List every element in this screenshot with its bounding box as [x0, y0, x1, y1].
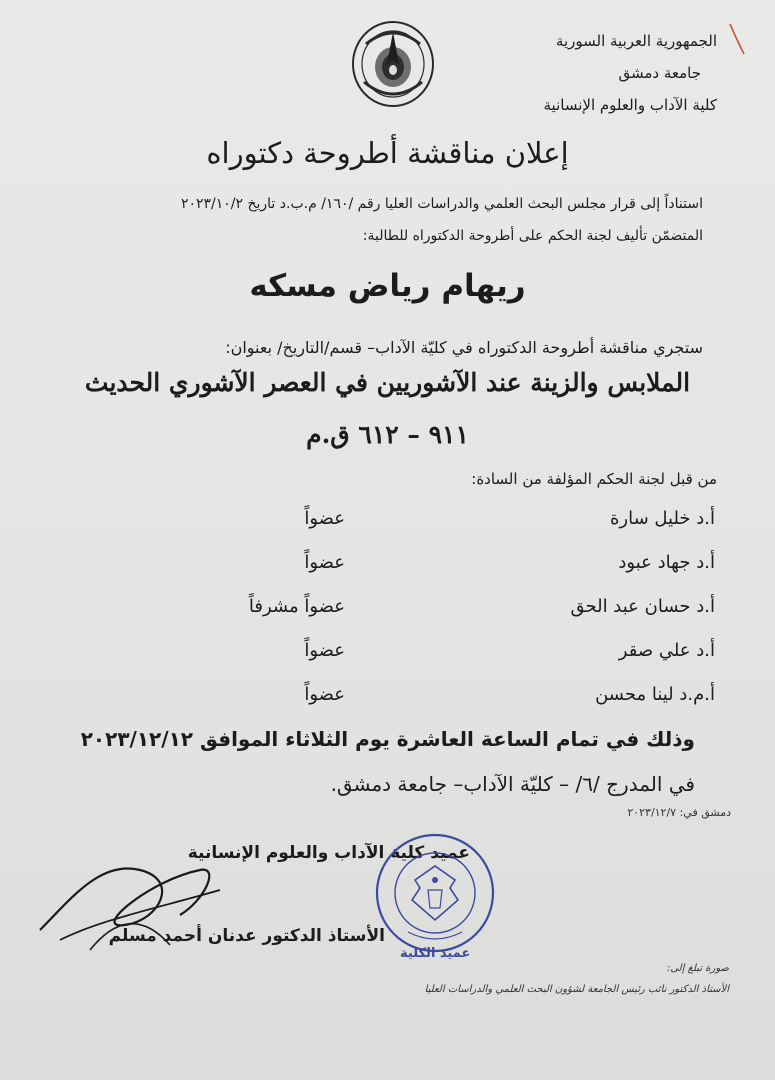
- committee-member: [155, 684, 715, 728]
- issue-date: دمشق في: ٢٠٢٣/١٢/٧: [627, 806, 731, 819]
- member-role: عضواً: [304, 684, 345, 705]
- member-name: أ.د خليل سارة: [609, 508, 715, 529]
- committee-intro: من قبل لجنة الحكم المؤلفة من السادة:: [471, 470, 717, 488]
- page-title: إعلان مناقشة أطروحة دكتوراه: [206, 136, 569, 170]
- member-role: عضواً: [304, 552, 345, 573]
- header-country: الجمهورية العربية السورية: [555, 32, 717, 50]
- official-stamp-icon: [370, 828, 500, 958]
- member-role: عضواً: [304, 508, 345, 529]
- header-faculty: كلية الآداب والعلوم الإنسانية: [543, 96, 717, 114]
- defense-place: في المدرج /٦/ – كليّة الآداب– جامعة دمشق.: [330, 772, 695, 796]
- thesis-period: ٩١١ – ٦١٢ ق.م: [306, 420, 469, 449]
- stamp-label: عميد الكلية: [400, 946, 471, 961]
- dean-name: الأستاذ الدكتور عدنان أحمد مسلم: [108, 926, 385, 946]
- member-name: أ.د علي صقر: [618, 640, 715, 661]
- university-emblem-icon: [350, 20, 436, 108]
- pen-mark-icon: [728, 22, 746, 56]
- dean-title: عميد كلية الآداب والعلوم الإنسانية: [187, 843, 470, 863]
- committee-member: [155, 596, 715, 640]
- signature-icon: [30, 840, 250, 960]
- cc-recipient: الأستاذ الدكتور نائب رئيس الجامعة لشؤون البحث العلمي والدراسات العليا: [424, 984, 729, 995]
- committee-member: [155, 508, 715, 552]
- committee-list: [155, 508, 715, 728]
- reference-line-2: المتضمّن تأليف لجنة الحكم على أطروحة الدكتوراه للطالبة:: [362, 228, 703, 244]
- student-name: ريهام رياض مسكه: [249, 268, 526, 304]
- cc-label: صورة تبلغ إلى:: [666, 963, 729, 974]
- thesis-title: الملابس والزينة عند الآشوريين في العصر الآشوري الحديث: [84, 368, 691, 397]
- committee-member: [155, 640, 715, 684]
- header-university: جامعة دمشق: [618, 64, 701, 82]
- reference-line-1: استناداً إلى قرار مجلس البحث العلمي والدراسات العليا رقم /١٦٠/ م.ب.د تاريخ ٢٠٢٣/١٠/٢: [180, 196, 703, 212]
- defense-datetime: وذلك في تمام الساعة العاشرة يوم الثلاثاء الموافق ٢٠٢٣/١٢/١٢: [80, 727, 695, 751]
- thesis-intro: ستجري مناقشة أطروحة الدكتوراه في كليّة الآداب– قسم/التاريخ/ بعنوان:: [225, 338, 703, 357]
- member-name: أ.م.د لينا محسن: [595, 684, 715, 705]
- member-role: عضواً مشرفاً: [248, 596, 345, 617]
- member-name: أ.د جهاد عبود: [618, 552, 715, 573]
- member-name: أ.د حسان عبد الحق: [570, 596, 715, 617]
- committee-member: [155, 552, 715, 596]
- member-role: عضواً: [304, 640, 345, 661]
